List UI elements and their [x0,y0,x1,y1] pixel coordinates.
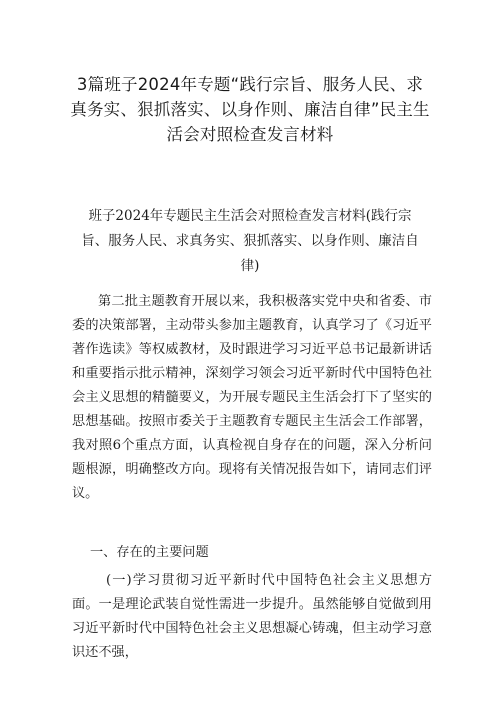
section-paragraph: (一)学习贯彻习近平新时代中国特色社会主义思想方面。一是理论武装自觉性需进一步提升。虽然能够自觉做到用习近平新时代中国特色社会主义思想凝心铸魂，但主动学习意识还不强， [72,573,432,660]
intro-paragraph: 第二批主题教育开展以来，我积极落实党中央和省委、市委的决策部署，主动带头参加主题教育，认真学习了《习近平著作选读》等权威教材，及时跟进学习习近平总书记最新讲话和重要指示批示精神，深刻学习领会习近平新时代中国特色社会主义思想的精髓要义，为开展专题民主生活会打下了坚实的思想基础。按照市委关于主题教育专题民主生活会工作部署，我对照6个重点方面，认真检视自身存在的问题，深入分析问题根源，明确整改方向。现将有关情况报告如下，请同志们评议。 [72,294,432,501]
document-title: 3篇班子2024年专题“践行宗旨、服务人民、求真务实、狠抓落实、以身作则、廉洁自律”民主生活会对照检查发言材料 [70,75,430,144]
section-heading: 一、存在的主要问题 [90,545,209,560]
document-subtitle: 班子2024年专题民主生活会对照检查发言材料(践行宗旨、服务人民、求真务实、狠抓落实、以身作则、廉洁自律) [81,208,419,274]
